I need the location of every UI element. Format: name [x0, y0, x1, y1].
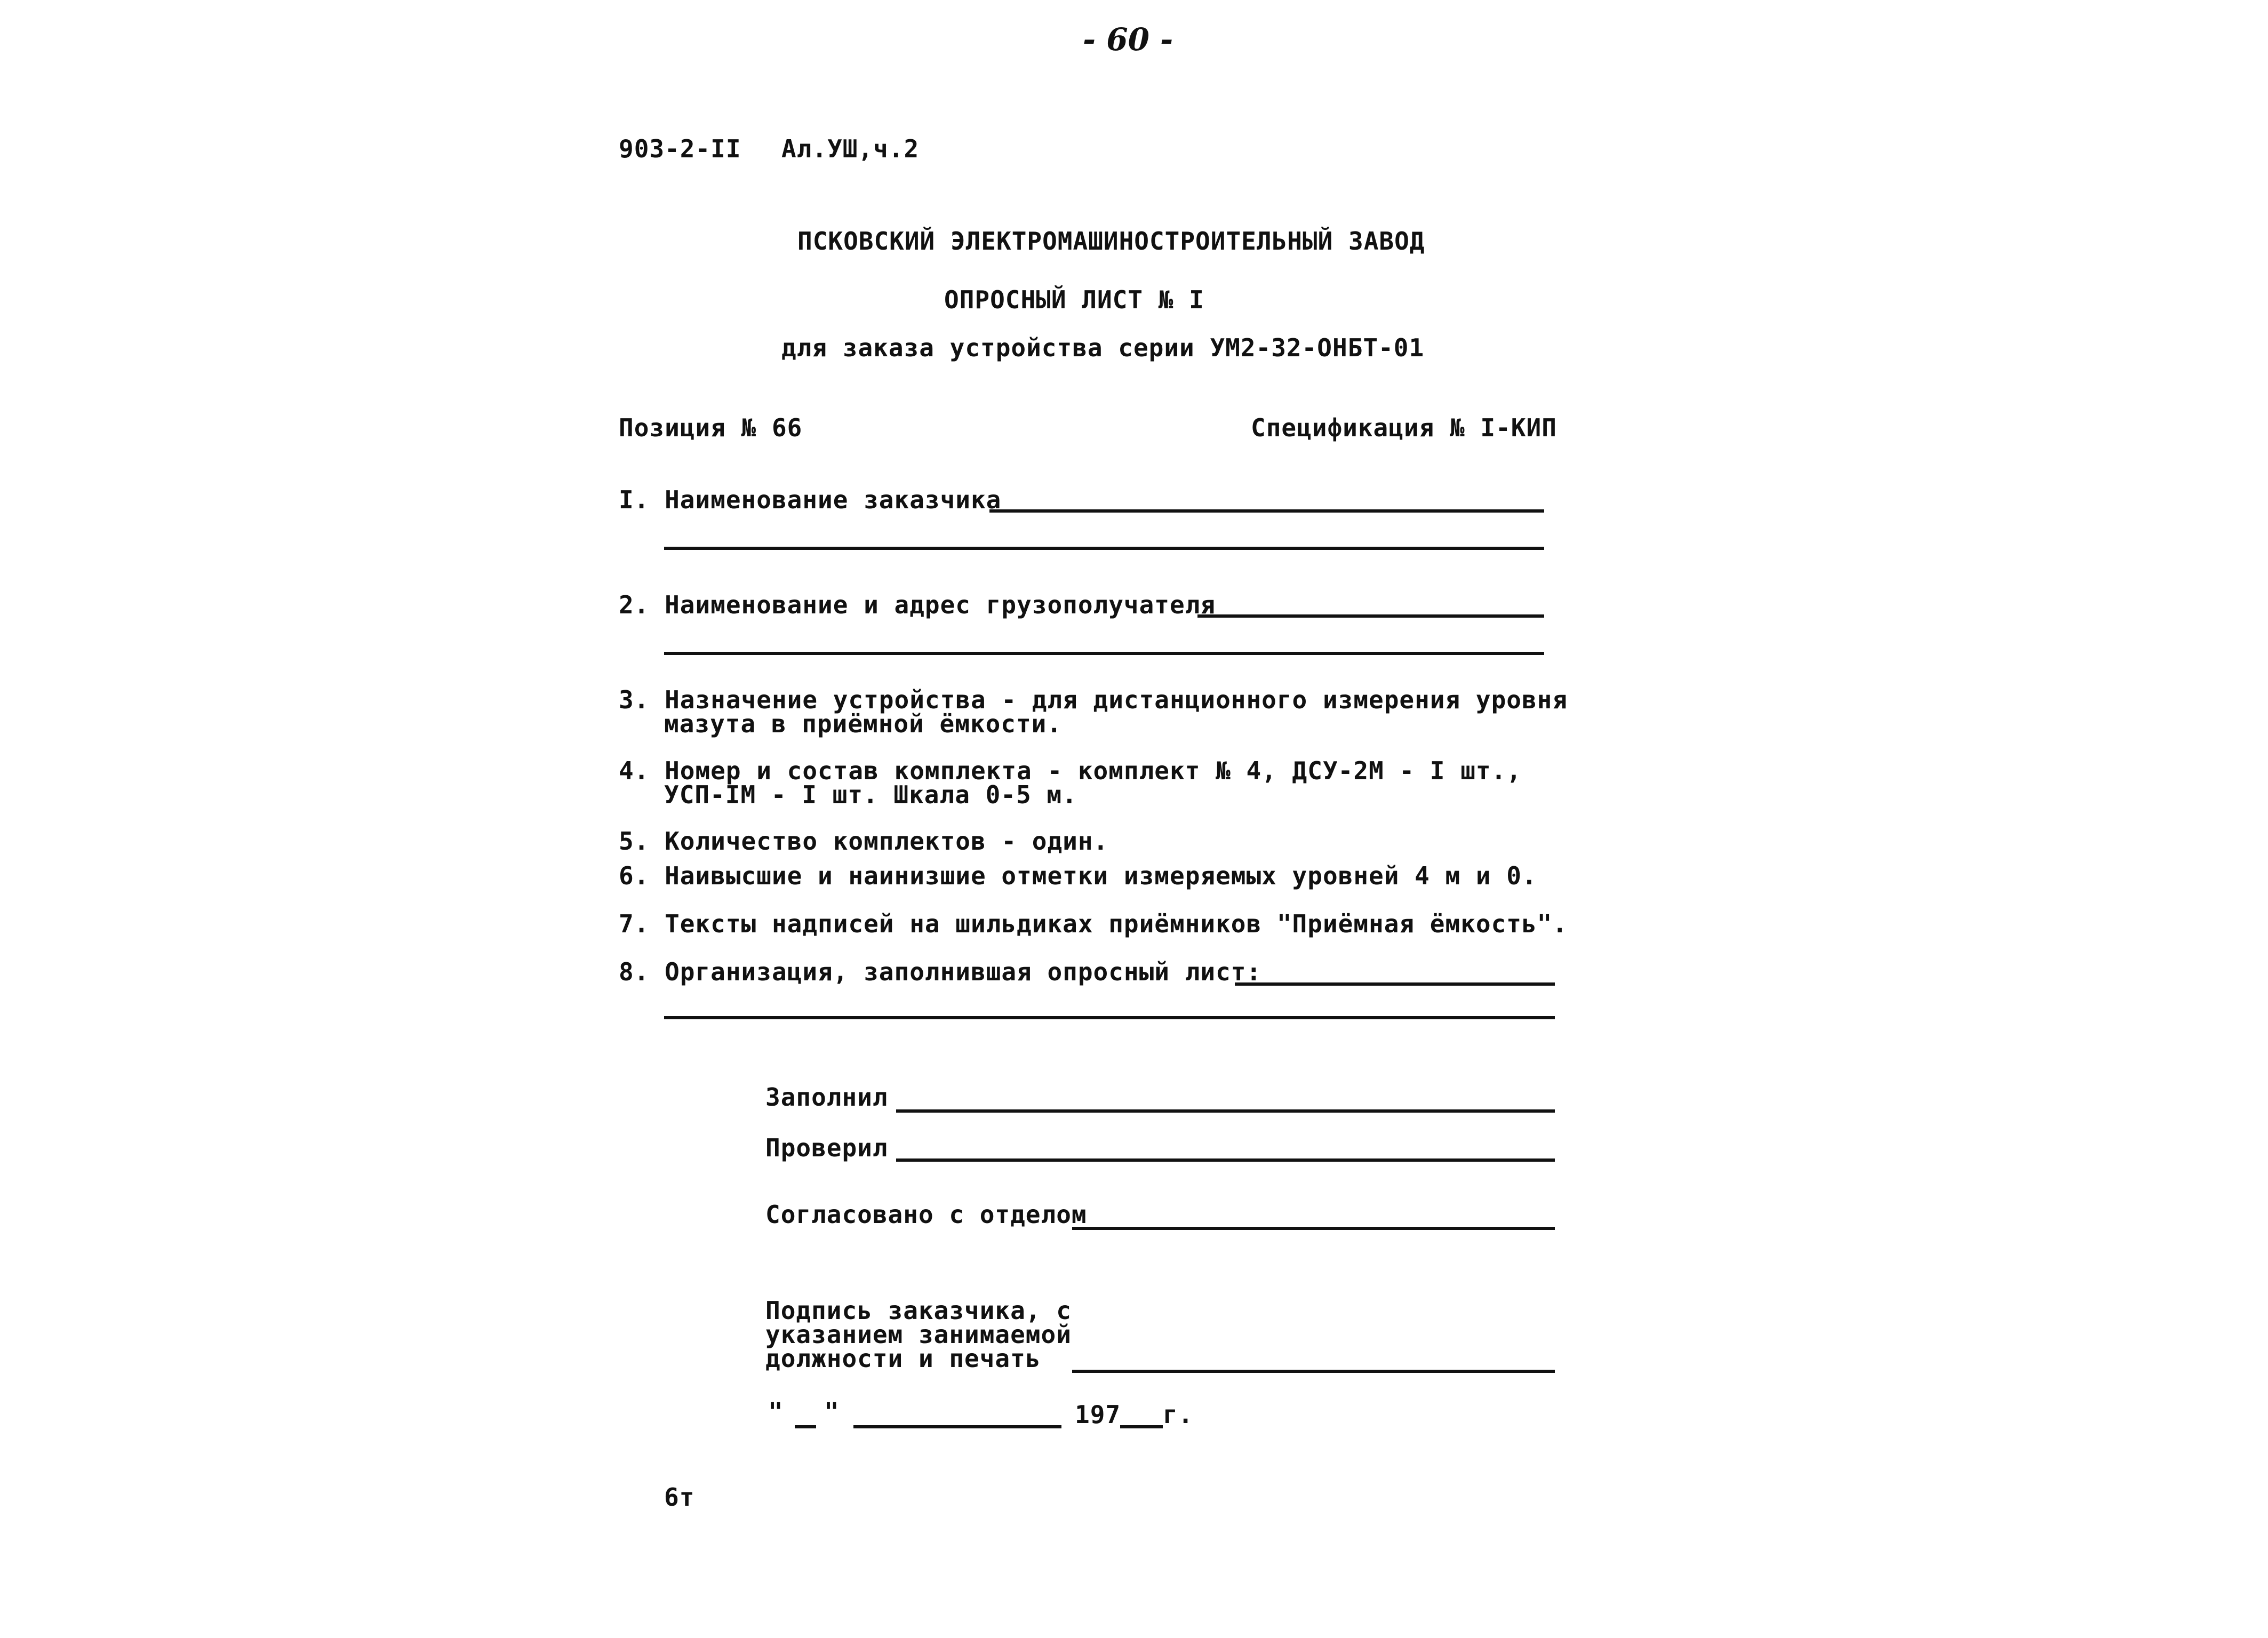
item-7: 7. Тексты надписей на шильдиках приёмников "Приёмная ёмкость".	[619, 909, 1568, 938]
filled-by-field[interactable]	[896, 1109, 1555, 1113]
item-1-field[interactable]	[989, 509, 1544, 513]
item-8-label: 8. Организация, заполнившая опросный лист:	[619, 957, 1262, 986]
item-3-line2: мазута в приёмной ёмкости.	[664, 709, 1063, 738]
form-title: ОПРОСНЫЙ ЛИСТ № I	[944, 285, 1204, 314]
specification-number: Спецификация № I-КИП	[1251, 413, 1557, 442]
doc-code: 903-2-II	[619, 134, 741, 163]
item-8-field[interactable]	[1235, 982, 1555, 986]
factory-name: ПСКОВСКИЙ ЭЛЕКТРОМАШИНОСТРОИТЕЛЬНЫЙ ЗАВОД	[797, 227, 1425, 255]
date-day-field[interactable]	[795, 1425, 816, 1428]
item-5: 5. Количество комплектов - один.	[619, 827, 1109, 856]
date-year-prefix: 197	[1075, 1400, 1121, 1429]
item-2-field[interactable]	[1197, 614, 1544, 618]
item-4-line2: УСП-IM - I шт. Шкала 0-5 м.	[664, 780, 1077, 809]
item-3-line1: 3. Назначение устройства - для дистанционного измерения уровня	[619, 685, 1568, 714]
date-year-suffix: г.	[1163, 1400, 1194, 1429]
form-subtitle: для заказа устройства серии УМ2-32-ОНБТ-01	[781, 333, 1425, 362]
date-close-quote: "	[824, 1397, 840, 1426]
position-number: Позиция № 66	[619, 413, 803, 442]
item-2-field-line2[interactable]	[664, 652, 1544, 655]
filled-by-label: Заполнил	[765, 1083, 888, 1112]
footer-mark: 6т	[664, 1483, 695, 1512]
customer-sig-line2: указанием занимаемой	[765, 1320, 1072, 1349]
date-month-field[interactable]	[853, 1425, 1061, 1428]
checked-by-label: Проверил	[765, 1133, 888, 1162]
item-8-field-line2[interactable]	[664, 1016, 1555, 1019]
item-1-field-line2[interactable]	[664, 547, 1544, 550]
agreed-label: Согласовано с отделом	[765, 1200, 1087, 1229]
date-year-field[interactable]	[1120, 1425, 1163, 1428]
agreed-field[interactable]	[1072, 1227, 1555, 1230]
item-6: 6. Наивысшие и наинизшие отметки измеряемых уровней 4 м и 0.	[619, 861, 1537, 890]
customer-sig-line3: должности и печать	[765, 1344, 1041, 1373]
checked-by-field[interactable]	[896, 1158, 1555, 1162]
item-2-label: 2. Наименование и адрес грузополучателя	[619, 590, 1216, 619]
customer-sig-field[interactable]	[1072, 1370, 1555, 1373]
album-ref: Ал.УШ,ч.2	[781, 134, 920, 163]
item-4-line1: 4. Номер и состав комплекта - комплект № 4, ДСУ-2М - I шт.,	[619, 756, 1522, 785]
date-open-quote: "	[768, 1397, 784, 1426]
page-number: - 60 -	[1083, 21, 1173, 58]
item-1-label: I. Наименование заказчика	[619, 485, 1002, 514]
customer-sig-line1: Подпись заказчика, с	[765, 1296, 1072, 1325]
